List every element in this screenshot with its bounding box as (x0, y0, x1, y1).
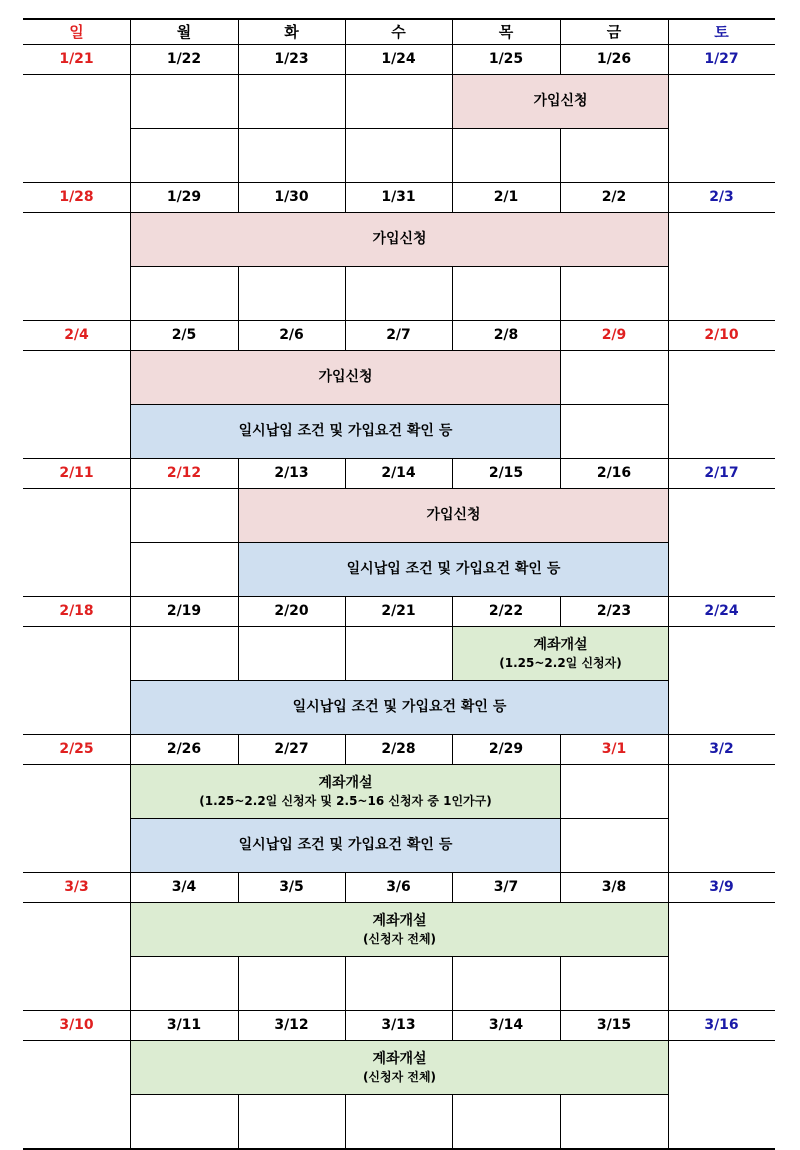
empty-day-cell (130, 128, 239, 183)
weekday-header: 월 (176, 22, 192, 41)
event-title: 가입신청 (426, 507, 481, 524)
date-cell-divider (238, 596, 239, 626)
event-title: 계좌개설 (372, 912, 427, 929)
event-bar-account (130, 902, 669, 957)
date-cell-divider (560, 182, 561, 212)
date-label: 2/29 (488, 741, 524, 757)
date-cell-divider (668, 734, 669, 764)
date-cell-divider (130, 44, 131, 74)
date-cell-divider (668, 596, 669, 626)
date-label: 1/26 (596, 51, 632, 67)
empty-day-cell (130, 542, 239, 597)
date-cell-divider (345, 734, 346, 764)
date-label: 1/22 (166, 51, 202, 67)
date-cell-divider (345, 458, 346, 488)
date-label: 2/19 (166, 603, 202, 619)
empty-day-cell (560, 956, 669, 1011)
event-bar-signup (238, 488, 669, 543)
empty-day-cell (452, 128, 561, 183)
date-cell-divider (130, 320, 131, 350)
event-subtitle: (신청자 전체) (362, 1069, 437, 1084)
date-label: 1/27 (704, 51, 739, 67)
date-cell-divider (668, 1010, 669, 1040)
event-title: 계좌개설 (372, 1050, 427, 1067)
date-cell-divider (668, 458, 669, 488)
table-top-border (23, 18, 775, 20)
date-label: 1/31 (381, 189, 416, 205)
date-label: 3/12 (274, 1017, 309, 1033)
date-cell-divider (668, 320, 669, 350)
weekday-header: 목 (498, 22, 514, 41)
date-label: 1/23 (274, 51, 309, 67)
date-label: 2/6 (279, 327, 304, 343)
date-cell-divider (560, 596, 561, 626)
event-title: 일시납입 조건 및 가입요건 확인 등 (346, 561, 561, 578)
week-body-divider (130, 488, 131, 596)
date-label: 2/10 (704, 327, 739, 343)
header-cell-divider (238, 18, 239, 44)
date-label: 2/16 (596, 465, 632, 481)
date-cell-divider (560, 734, 561, 764)
date-cell-divider (452, 320, 453, 350)
empty-day-cell (452, 266, 561, 321)
date-label: 2/22 (488, 603, 524, 619)
date-cell-divider (560, 458, 561, 488)
empty-day-cell (238, 956, 346, 1011)
date-cell-divider (130, 596, 131, 626)
week-body-divider (668, 1040, 669, 1148)
date-label: 2/18 (59, 603, 94, 619)
date-cell-divider (345, 320, 346, 350)
empty-day-cell (238, 266, 346, 321)
empty-day-cell (238, 626, 346, 681)
date-label: 3/7 (493, 879, 519, 895)
weekday-header: 금 (606, 22, 622, 41)
date-label: 1/24 (381, 51, 416, 67)
date-cell-divider (452, 182, 453, 212)
week-body-divider (130, 902, 131, 1010)
date-label: 2/15 (488, 465, 524, 481)
date-label: 2/11 (59, 465, 94, 481)
empty-day-cell (560, 764, 669, 819)
date-cell-divider (668, 872, 669, 902)
event-title: 계좌개설 (533, 636, 588, 653)
header-cell-divider (668, 18, 669, 44)
empty-day-cell (560, 1094, 669, 1149)
date-cell-divider (238, 320, 239, 350)
date-cell-divider (560, 1010, 561, 1040)
event-title: 일시납입 조건 및 가입요건 확인 등 (238, 837, 453, 854)
empty-day-cell (560, 818, 669, 873)
weekday-header: 수 (391, 22, 406, 41)
event-bar-signup (452, 74, 669, 129)
date-label: 2/14 (381, 465, 416, 481)
week-body-divider (668, 764, 669, 872)
week-body-divider (668, 488, 669, 596)
date-label: 2/8 (493, 327, 519, 343)
date-cell-divider (238, 182, 239, 212)
header-cell-divider (130, 18, 131, 44)
date-label: 2/28 (381, 741, 416, 757)
week-body-divider (130, 1040, 131, 1148)
date-label: 3/9 (709, 879, 734, 895)
empty-day-cell (345, 626, 453, 681)
event-title: 일시납입 조건 및 가입요건 확인 등 (238, 423, 453, 440)
date-label: 3/3 (64, 879, 89, 895)
date-cell-divider (238, 734, 239, 764)
date-cell-divider (130, 182, 131, 212)
empty-day-cell (130, 626, 239, 681)
empty-day-cell (560, 266, 669, 321)
date-cell-divider (560, 320, 561, 350)
date-label: 1/21 (59, 51, 94, 67)
date-label: 2/26 (166, 741, 202, 757)
date-cell-divider (452, 596, 453, 626)
event-subtitle: (신청자 전체) (362, 931, 437, 946)
date-cell-divider (130, 872, 131, 902)
week-body-divider (668, 626, 669, 734)
date-cell-divider (345, 44, 346, 74)
date-label: 3/6 (386, 879, 411, 895)
empty-day-cell (560, 404, 669, 459)
empty-day-cell (130, 488, 239, 543)
date-cell-divider (238, 44, 239, 74)
event-bar-check (238, 542, 669, 597)
date-cell-divider (130, 458, 131, 488)
date-cell-divider (560, 44, 561, 74)
empty-day-cell (345, 74, 453, 129)
date-cell-divider (345, 182, 346, 212)
empty-day-cell (345, 128, 453, 183)
date-label: 2/24 (704, 603, 739, 619)
event-title: 가입신청 (533, 93, 588, 110)
event-bar-check (130, 404, 561, 459)
empty-day-cell (238, 1094, 346, 1149)
event-bar-signup (130, 212, 669, 267)
event-title: 가입신청 (318, 369, 373, 386)
week-body-divider (130, 74, 131, 182)
empty-day-cell (130, 1094, 239, 1149)
week-body-divider (668, 902, 669, 1010)
event-bar-account (452, 626, 669, 681)
date-label: 2/13 (274, 465, 309, 481)
empty-day-cell (238, 74, 346, 129)
date-cell-divider (238, 458, 239, 488)
date-label: 2/9 (601, 327, 627, 343)
empty-day-cell (452, 1094, 561, 1149)
date-cell-divider (452, 734, 453, 764)
weekday-header: 일 (69, 22, 84, 41)
event-subtitle: (1.25~2.2일 신청자 및 2.5~16 신청자 중 1인가구) (199, 793, 492, 808)
date-cell-divider (560, 872, 561, 902)
date-label: 3/14 (488, 1017, 524, 1033)
date-cell-divider (130, 1010, 131, 1040)
date-label: 2/1 (493, 189, 519, 205)
date-cell-divider (238, 1010, 239, 1040)
date-label: 2/2 (601, 189, 627, 205)
date-label: 2/17 (704, 465, 739, 481)
event-bar-check (130, 818, 561, 873)
empty-day-cell (560, 128, 669, 183)
empty-day-cell (345, 956, 453, 1011)
week-body-divider (130, 350, 131, 458)
date-label: 1/29 (166, 189, 202, 205)
date-label: 2/12 (166, 465, 202, 481)
weekday-header: 화 (284, 22, 299, 41)
date-label: 3/8 (601, 879, 627, 895)
date-label: 3/11 (166, 1017, 202, 1033)
empty-day-cell (345, 266, 453, 321)
week-body-divider (668, 74, 669, 182)
empty-day-cell (130, 266, 239, 321)
date-cell-divider (452, 458, 453, 488)
date-label: 2/25 (59, 741, 94, 757)
date-cell-divider (452, 1010, 453, 1040)
week-body-divider (130, 626, 131, 734)
event-title: 가입신청 (372, 231, 427, 248)
date-label: 2/21 (381, 603, 416, 619)
date-cell-divider (238, 872, 239, 902)
date-label: 3/2 (709, 741, 734, 757)
date-label: 3/4 (171, 879, 197, 895)
date-cell-divider (452, 872, 453, 902)
event-title: 계좌개설 (318, 774, 373, 791)
header-cell-divider (345, 18, 346, 44)
empty-day-cell (345, 1094, 453, 1149)
date-label: 3/1 (601, 741, 627, 757)
date-cell-divider (130, 734, 131, 764)
event-bar-signup (130, 350, 561, 405)
date-label: 2/4 (64, 327, 89, 343)
date-label: 3/10 (59, 1017, 94, 1033)
weekday-header: 토 (714, 22, 729, 41)
date-label: 1/28 (59, 189, 94, 205)
date-label: 3/15 (596, 1017, 632, 1033)
date-cell-divider (668, 182, 669, 212)
date-cell-divider (668, 44, 669, 74)
week-body-divider (130, 212, 131, 320)
event-subtitle: (1.25~2.2일 신청자) (499, 655, 622, 670)
date-label: 2/20 (274, 603, 309, 619)
empty-day-cell (238, 128, 346, 183)
empty-day-cell (130, 74, 239, 129)
date-label: 2/7 (386, 327, 411, 343)
empty-day-cell (452, 956, 561, 1011)
date-cell-divider (345, 1010, 346, 1040)
empty-day-cell (130, 956, 239, 1011)
empty-day-cell (560, 350, 669, 405)
date-label: 3/5 (279, 879, 304, 895)
week-body-divider (668, 350, 669, 458)
event-bar-account (130, 1040, 669, 1095)
date-cell-divider (345, 596, 346, 626)
event-bar-account (130, 764, 561, 819)
date-cell-divider (345, 872, 346, 902)
date-label: 1/25 (488, 51, 524, 67)
date-label: 2/3 (709, 189, 734, 205)
date-label: 3/16 (704, 1017, 739, 1033)
week-body-divider (130, 764, 131, 872)
date-label: 2/27 (274, 741, 309, 757)
event-bar-check (130, 680, 669, 735)
date-label: 2/23 (596, 603, 632, 619)
event-title: 일시납입 조건 및 가입요건 확인 등 (292, 699, 507, 716)
date-label: 3/13 (381, 1017, 416, 1033)
date-cell-divider (452, 44, 453, 74)
header-cell-divider (560, 18, 561, 44)
week-body-divider (668, 212, 669, 320)
header-cell-divider (452, 18, 453, 44)
date-label: 1/30 (274, 189, 309, 205)
date-label: 2/5 (171, 327, 197, 343)
